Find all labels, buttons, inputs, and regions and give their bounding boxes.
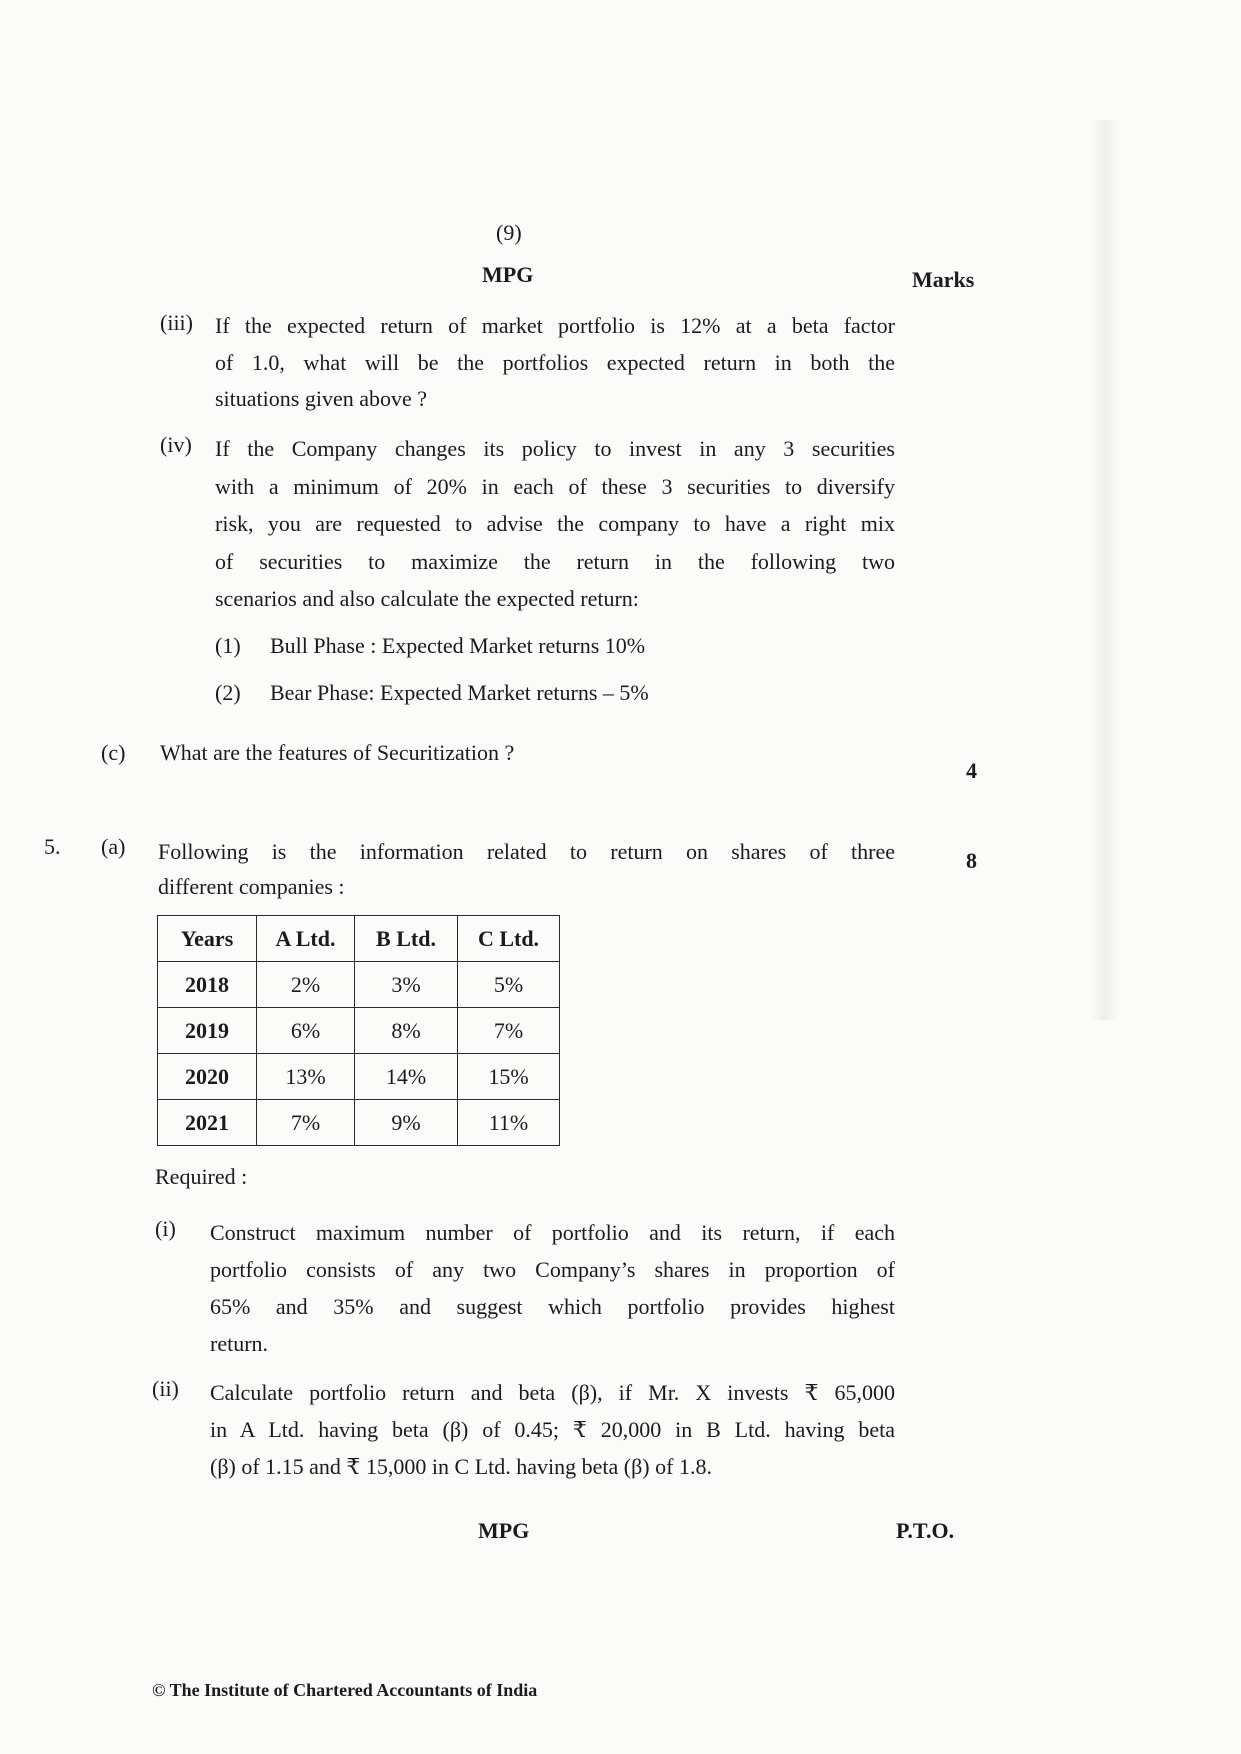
- table-cell: 8%: [355, 1008, 458, 1054]
- q4-iv-line: risk, you are requested to advise the company to have a right mix: [215, 511, 895, 536]
- q4-c-marks: 4: [966, 758, 977, 783]
- q4-iii-line: If the expected return of market portfolio is 12% at a beta factor: [215, 313, 895, 338]
- q5-a-line: different companies :: [158, 874, 345, 899]
- q5-a-line: Following is the information related to return on shares of three: [158, 839, 895, 864]
- paper-code-footer: MPG: [478, 1518, 530, 1543]
- q4-iv-line: of securities to maximize the return in the following two: [215, 548, 895, 574]
- table-cell: 2020: [158, 1054, 257, 1100]
- q5-a-text: [158, 834, 895, 904]
- q4-iii-label: (iii): [160, 310, 193, 335]
- scenario-1-label: (1): [215, 633, 241, 658]
- q4-iv-line: with a minimum of 20% in each of these 3 securities to diversify: [215, 473, 895, 499]
- q4-iii-line: of 1.0, what will be the portfolios expected return in both the: [215, 349, 895, 375]
- q5-i-line: 65% and 35% and suggest which portfolio provides highest: [210, 1294, 895, 1319]
- table-cell: 5%: [458, 962, 560, 1008]
- q5-i-line: Construct maximum number of portfolio and its return, if each: [210, 1220, 895, 1245]
- q4-iv-line: scenarios and also calculate the expected return:: [215, 586, 639, 611]
- table-cell: 13%: [257, 1054, 355, 1100]
- q4-iii-text: [215, 308, 895, 418]
- table-header: C Ltd.: [458, 916, 560, 962]
- table-cell: 15%: [458, 1054, 560, 1100]
- q4-iii-line: situations given above ?: [215, 386, 428, 411]
- q4-iv-label: (iv): [160, 432, 192, 457]
- table-cell: 3%: [355, 962, 458, 1008]
- q5-i-line: return.: [210, 1331, 269, 1356]
- table-row: [158, 1100, 560, 1146]
- q4-iv-line: If the Company changes its policy to invest in any 3 securities: [215, 436, 895, 461]
- copyright-notice: © The Institute of Chartered Accountants of India: [152, 1680, 538, 1700]
- q5-ii-line: (β) of 1.15 and ₹ 15,000 in C Ltd. having beta (β) of 1.8.: [210, 1454, 712, 1479]
- q5-a-marks: 8: [966, 848, 977, 873]
- q4-iv-text: [215, 430, 895, 618]
- table-header: A Ltd.: [257, 916, 355, 962]
- table-row: [158, 1008, 560, 1054]
- table-cell: 11%: [458, 1100, 560, 1146]
- table-header: Years: [158, 916, 257, 962]
- table-cell: 2021: [158, 1100, 257, 1146]
- table-row: [158, 962, 560, 1008]
- q5-i-line: portfolio consists of any two Company’s shares in proportion of: [210, 1257, 895, 1282]
- table-cell: 2%: [257, 962, 355, 1008]
- scenario-2-label: (2): [215, 680, 241, 705]
- paper-code-header: MPG: [482, 262, 534, 287]
- q5-i-label: (i): [155, 1216, 176, 1241]
- q5-ii-text: [210, 1374, 895, 1485]
- table-cell: 14%: [355, 1054, 458, 1100]
- table-header-row: [158, 916, 560, 962]
- q5-ii-label: (ii): [152, 1376, 179, 1401]
- q5-ii-line: in A Ltd. having beta (β) of 0.45; ₹ 20,000 in B Ltd. having beta: [210, 1417, 895, 1442]
- q5-i-text: [210, 1214, 895, 1362]
- table-cell: 2019: [158, 1008, 257, 1054]
- table-cell: 7%: [458, 1008, 560, 1054]
- please-turn-over: P.T.O.: [896, 1518, 955, 1543]
- marks-column-label: Marks: [912, 267, 975, 292]
- q5-number: 5.: [44, 834, 61, 859]
- q4-c-text: What are the features of Securitization ?: [160, 740, 515, 765]
- required-heading: Required :: [155, 1164, 248, 1189]
- returns-table: [157, 915, 560, 1146]
- table-cell: 2018: [158, 962, 257, 1008]
- table-cell: 9%: [355, 1100, 458, 1146]
- q5-ii-line: Calculate portfolio return and beta (β), if Mr. X invests ₹ 65,000: [210, 1380, 895, 1405]
- scenario-1-text: Bull Phase : Expected Market returns 10%: [270, 633, 646, 658]
- page-number: (9): [496, 220, 522, 245]
- table-cell: 6%: [257, 1008, 355, 1054]
- scenario-2-text: Bear Phase: Expected Market returns – 5%: [270, 680, 649, 705]
- table-cell: 7%: [257, 1100, 355, 1146]
- q5-a-label: (a): [101, 834, 126, 859]
- table-row: [158, 1054, 560, 1100]
- table-header: B Ltd.: [355, 916, 458, 962]
- q4-c-label: (c): [101, 740, 126, 765]
- page-edge-shadow: [1090, 120, 1120, 1020]
